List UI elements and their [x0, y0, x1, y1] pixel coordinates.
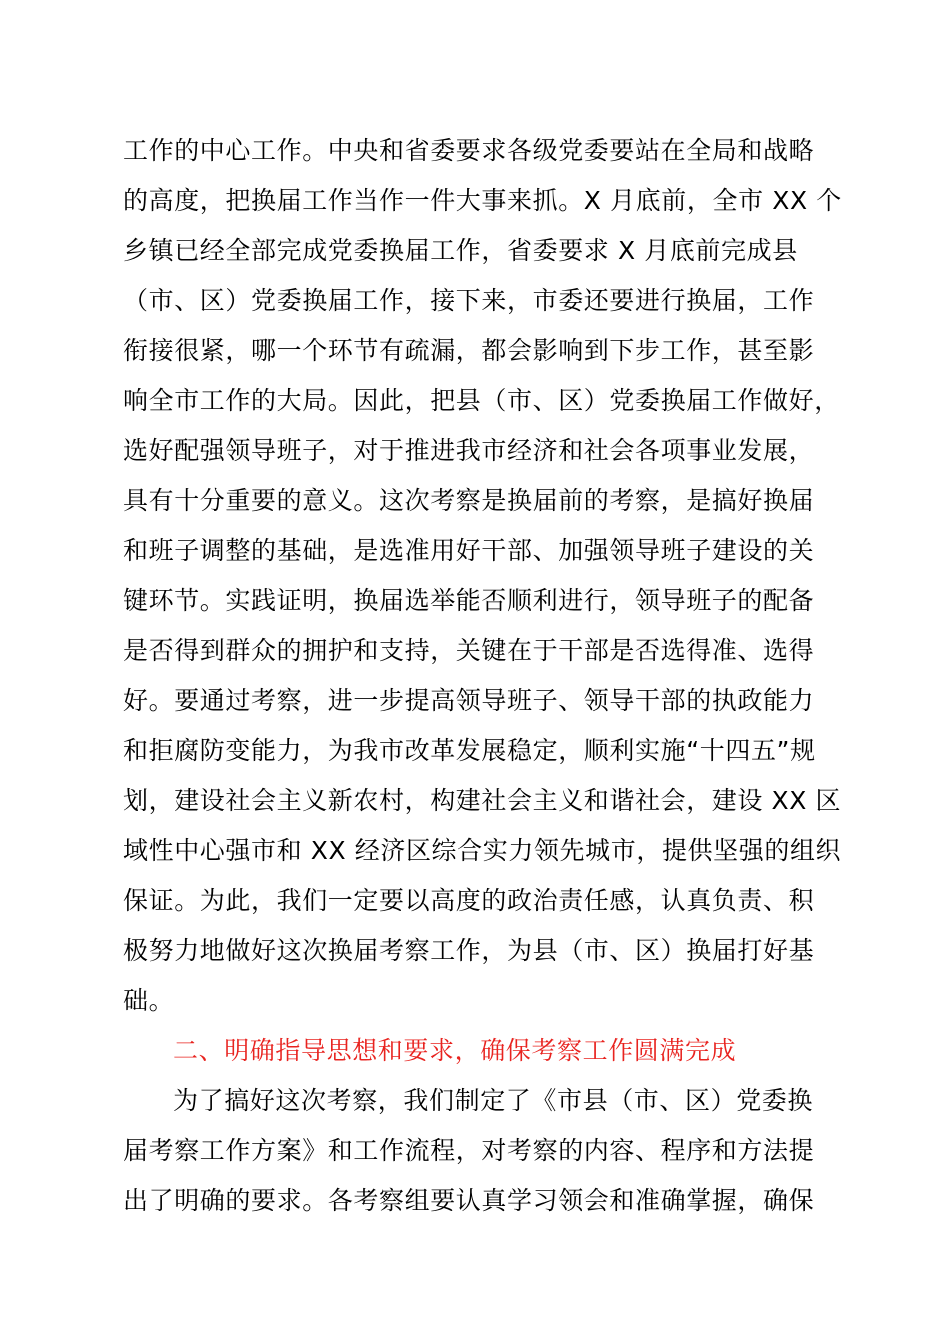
- section-heading: 二、明确指导思想和要求，确保考察工作圆满完成: [173, 1036, 737, 1065]
- body-line: 为了搞好这次考察，我们制定了《市县（市、区）党委换: [173, 1086, 814, 1115]
- body-line: 响全市工作的大局。因此，把县（市、区）党委换届工作做好，: [123, 386, 840, 415]
- body-line: 选好配强领导班子，对于推进我市经济和社会各项事业发展，: [123, 436, 815, 465]
- body-line: 极努力地做好这次换届考察工作，为县（市、区）换届打好基: [123, 936, 815, 965]
- body-line: 础。: [123, 986, 175, 1015]
- body-line: 和拒腐防变能力，为我市改革发展稳定，顺利实施“十四五”规: [123, 736, 816, 765]
- body-line: 是否得到群众的拥护和支持，关键在于干部是否选得准、选得: [123, 636, 815, 665]
- body-line: 的高度，把换届工作当作一件大事来抓。X 月底前，全市 XX 个: [123, 186, 842, 215]
- body-line: 键环节。实践证明，换届选举能否顺利进行，领导班子的配备: [123, 586, 815, 615]
- body-line: 划，建设社会主义新农村，构建社会主义和谐社会，建设 XX 区: [123, 786, 842, 815]
- document-body: [123, 126, 842, 1226]
- body-line: 域性中心强市和 XX 经济区综合实力领先城市，提供坚强的组织: [123, 836, 842, 865]
- body-line: 出了明确的要求。各考察组要认真学习领会和准确掌握，确保: [123, 1186, 815, 1215]
- body-line: 和班子调整的基础，是选准用好干部、加强领导班子建设的关: [123, 536, 815, 565]
- body-line: 衔接很紧，哪一个环节有疏漏，都会影响到下步工作，甚至影: [123, 336, 815, 365]
- body-line: 乡镇已经全部完成党委换届工作，省委要求 X 月底前完成县: [123, 236, 798, 265]
- body-line: 具有十分重要的意义。这次考察是换届前的考察，是搞好换届: [123, 486, 815, 515]
- body-line: 工作的中心工作。中央和省委要求各级党委要站在全局和战略: [123, 136, 815, 165]
- body-line: 好。要通过考察，进一步提高领导班子、领导干部的执政能力: [123, 686, 815, 715]
- body-line: 届考察工作方案》和工作流程，对考察的内容、程序和方法提: [123, 1136, 815, 1165]
- body-line: （市、区）党委换届工作，接下来，市委还要进行换届，工作: [123, 286, 815, 315]
- body-line: 保证。为此，我们一定要以高度的政治责任感，认真负责、积: [123, 886, 815, 915]
